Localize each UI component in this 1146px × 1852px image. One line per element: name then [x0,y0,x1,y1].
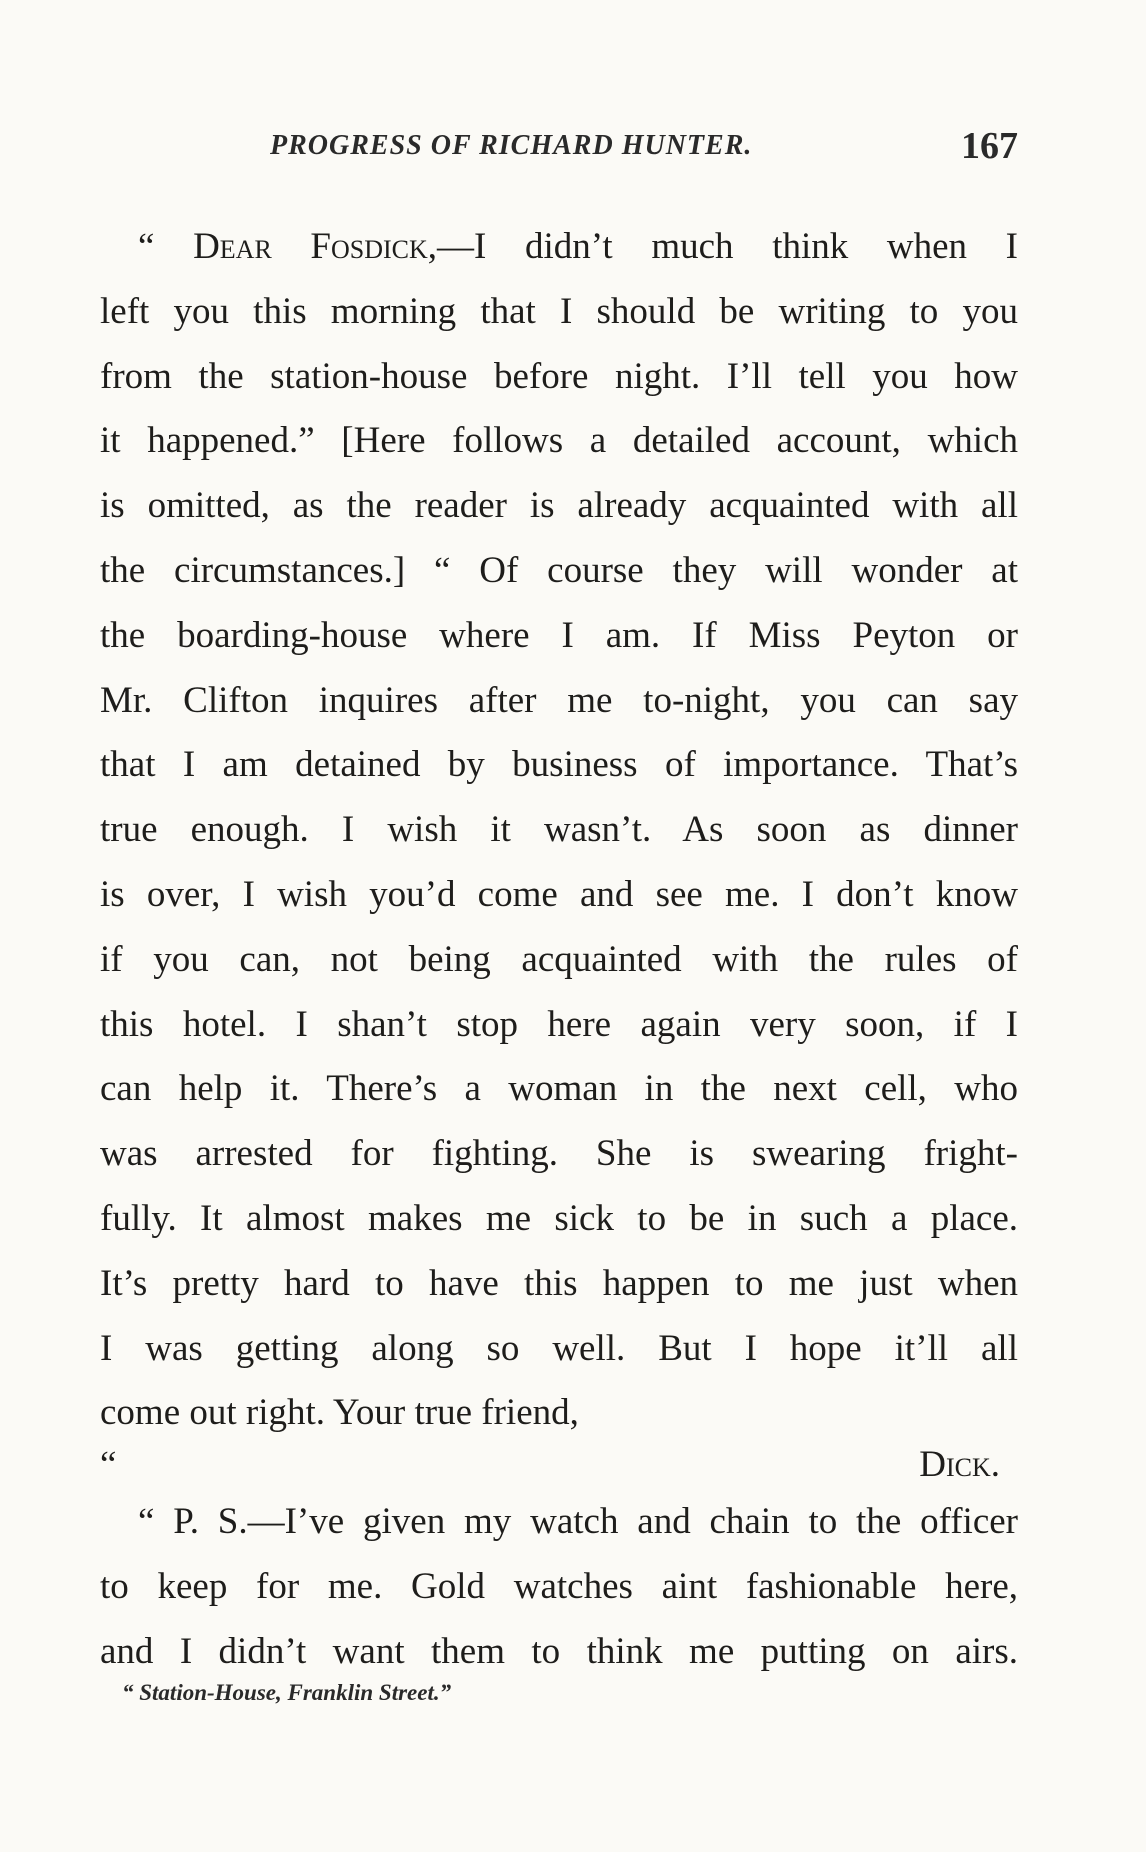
text-line: true enough. I wish it wasn’t. As soon as dinner [100,809,1018,851]
page-number: 167 [961,125,1018,167]
text-line: left you this morning that I should be writing to you [100,290,1018,332]
text-line: was arrested for fighting. She is swearing fright- [100,1133,1018,1175]
letter-body [100,215,1018,1685]
text-line: Mr. Clifton inquires after me to-night, you can say [100,679,1018,721]
dateline: “ Station-House, Franklin Street.” [122,1680,452,1705]
text-line: fully. It almost makes me sick to be in such a place. [100,1197,1018,1239]
text-line: the boarding-house where I am. If Miss Peyton or [100,614,1018,656]
postscript-line: to keep for me. Gold watches aint fashionable here, [100,1565,1018,1607]
running-head: PROGRESS OF RICHARD HUNTER. [270,130,753,161]
text-line: It’s pretty hard to have this happen to me just when [100,1262,1018,1304]
text-line: it happened.” [Here follows a detailed account, which [100,420,1018,462]
text-line: can help it. There’s a woman in the next cell, who [100,1068,1018,1110]
text-line: from the station-house before night. I’ll tell you how [100,355,1018,397]
text-line: come out right. Your true friend, [100,1392,579,1434]
postscript-line: “ P. S.—I’ve given my watch and chain to the officer [138,1501,1018,1543]
text-line: I was getting along so well. But I hope it’ll all [100,1327,1018,1369]
text-line-content: —I didn’t much think when I [437,226,1018,267]
text-line: the circumstances.] “ Of course they will wonder at [100,549,1018,591]
text-line: if you can, not being acquainted with the rules of [100,938,1018,980]
text-line: this hotel. I shan’t stop here again very soon, if I [100,1003,1018,1045]
text-line: is over, I wish you’d come and see me. I don’t know [100,873,1018,915]
salutation: Dear Fosdick, [193,226,438,267]
postscript-line: and I didn’t want them to think me putting on airs. [100,1630,1018,1672]
signature: “ Dick. [100,1444,1000,1486]
text-line: is omitted, as the reader is already acquainted with all [100,485,1018,527]
salutation-quote: “ [138,226,194,267]
text-line [100,215,1018,280]
text-line: that I am detained by business of importance. That’s [100,744,1018,786]
